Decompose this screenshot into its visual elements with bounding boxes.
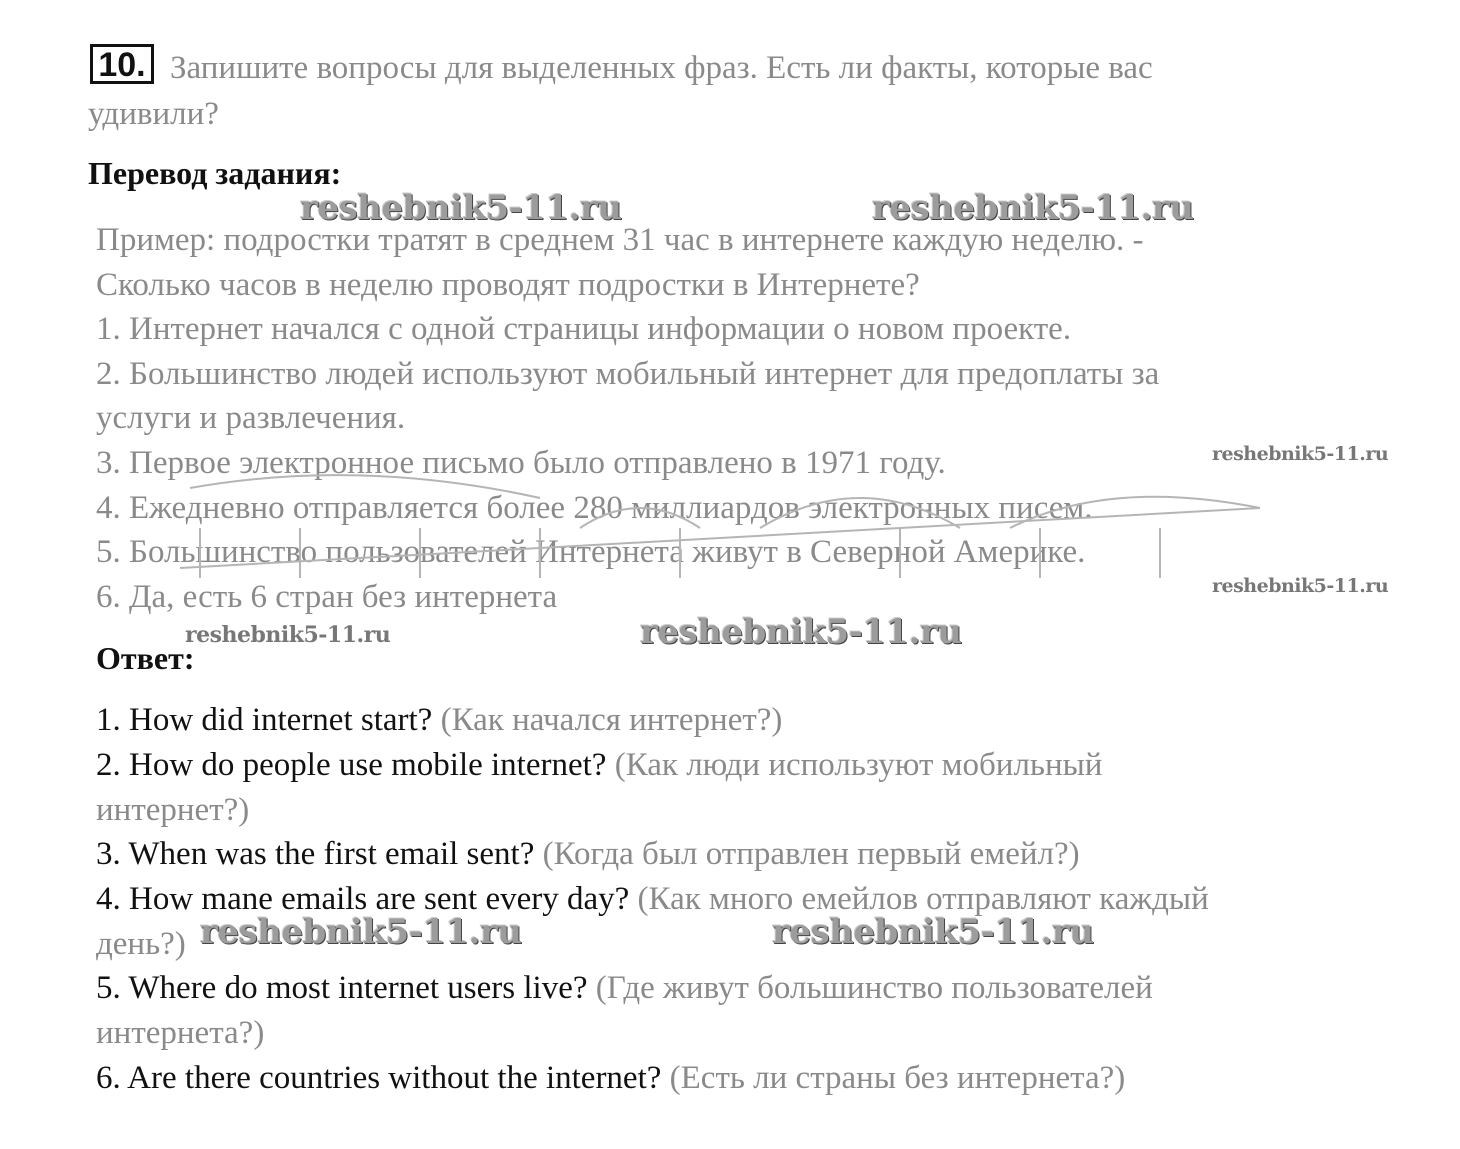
watermark: reshebnik5-11.ru [185, 622, 391, 648]
translation-line: 3. Первое электронное письмо было отправлено в 1971 году. [96, 445, 946, 481]
answer-russian: (Как начался интернет?) [440, 702, 783, 738]
translation-line: 2. Большинство людей используют мобильный интернет для предоплаты за [96, 356, 1160, 392]
answer-english: 6. Are there countries without the internet? [96, 1060, 662, 1096]
answer-item [96, 698, 782, 743]
answer-russian-continued: интернет?) [96, 792, 250, 828]
answer-english: 1. How did internet start? [96, 702, 433, 738]
answer-russian: (Где живут большинство пользователей [595, 970, 1153, 1006]
task-text-line-1: Запишите вопросы для выделенных фраз. Есть ли факты, которые вас [170, 50, 1153, 86]
watermark: reshebnik5-11.ru [872, 188, 1194, 228]
answer-english: 2. How do people use mobile internet? [96, 747, 607, 783]
translation-line: 6. Да, есть 6 стран без интернета [96, 579, 558, 615]
watermark-logo-graphic [160, 468, 1290, 598]
translation-line: услуги и развлечения. [96, 400, 406, 436]
answer-item [96, 966, 1153, 1011]
translation-line: 4. Ежедневно отправляется более 280 миллиардов электронных писем. [96, 490, 1093, 526]
answer-russian: (Есть ли страны без интернета?) [669, 1060, 1126, 1096]
answer-russian-continued: день?) [96, 926, 186, 962]
answer-item [96, 832, 1080, 877]
task-number-box [90, 44, 154, 84]
translation-heading: Перевод задания: [88, 155, 342, 191]
answer-russian: (Когда был отправлен первый емейл?) [542, 836, 1080, 872]
answer-item [96, 1056, 1125, 1101]
answer-item [96, 743, 1102, 788]
watermark: reshebnik5-11.ru [640, 612, 962, 652]
watermark: reshebnik5-11.ru [772, 912, 1094, 952]
watermark: reshebnik5-11.ru [300, 188, 622, 228]
translation-line: 5. Большинство пользователей Интернета живут в Северной Америке. [96, 534, 1086, 570]
translation-line: 1. Интернет начался с одной страницы информации о новом проекте. [96, 311, 1072, 347]
task-text-line-2: удивили? [88, 96, 219, 132]
answer-russian: (Как много емейлов отправляют каждый [637, 881, 1209, 917]
watermark: reshebnik5-11.ru [1212, 443, 1389, 465]
answer-russian-continued: интернета?) [96, 1015, 265, 1051]
watermark: reshebnik5-11.ru [1212, 575, 1389, 597]
answer-english: 3. When was the first email sent? [96, 836, 535, 872]
answer-heading: Ответ: [96, 640, 195, 676]
translation-line: Сколько часов в неделю проводят подростки в Интернете? [96, 267, 920, 303]
answer-russian: (Как люди используют мобильный [614, 747, 1103, 783]
answer-english: 4. How mane emails are sent every day? [96, 881, 630, 917]
answer-english: 5. Where do most internet users live? [96, 970, 588, 1006]
task-number: 10. [98, 46, 146, 84]
translation-line: Пример: подростки тратят в среднем 31 час в интернете каждую неделю. - [96, 222, 1144, 258]
watermark: reshebnik5-11.ru [200, 912, 522, 952]
